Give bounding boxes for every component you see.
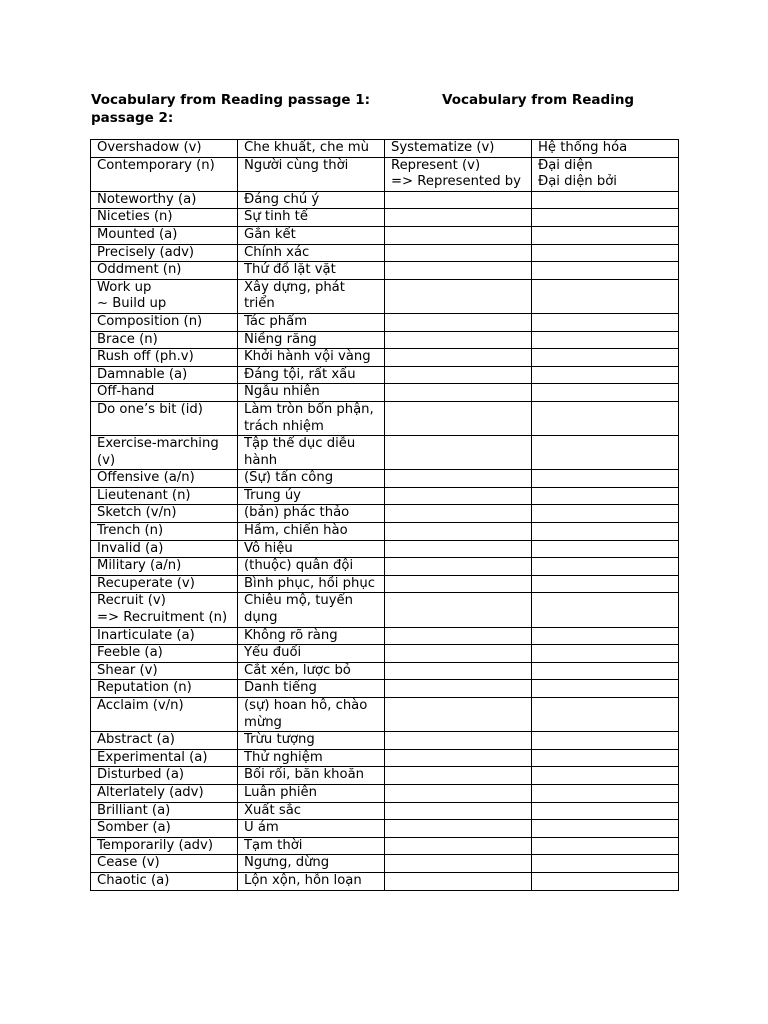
word-passage2-cell: [385, 855, 532, 873]
word-passage1-cell: Exercise-marching (v): [91, 436, 238, 470]
word-passage2-cell: [385, 279, 532, 313]
word-passage2-cell: Systematize (v): [385, 140, 532, 158]
table-row: [91, 627, 679, 645]
word-passage2-cell: [385, 191, 532, 209]
word-passage1-cell: Precisely (adv): [91, 244, 238, 262]
word-passage1-cell: Shear (v): [91, 662, 238, 680]
meaning-passage1-cell: Ngưng, dừng: [238, 855, 385, 873]
meaning-passage1-cell: Chính xác: [238, 244, 385, 262]
meaning-passage2-cell: [532, 698, 679, 732]
word-passage1-cell: Contemporary (n): [91, 157, 238, 191]
word-passage1-cell: Feeble (a): [91, 645, 238, 663]
table-row: [91, 523, 679, 541]
meaning-passage2-cell: [532, 558, 679, 576]
meaning-passage1-cell: Không rõ ràng: [238, 627, 385, 645]
word-passage1-cell: Off-hand: [91, 384, 238, 402]
word-passage2-cell: [385, 575, 532, 593]
word-passage2-cell: [385, 837, 532, 855]
table-row: [91, 470, 679, 488]
meaning-passage2-cell: [532, 872, 679, 890]
table-row: [91, 384, 679, 402]
word-passage2-cell: [385, 802, 532, 820]
meaning-passage2-cell: [532, 384, 679, 402]
word-passage2-cell: [385, 436, 532, 470]
meaning-passage2-cell: [532, 627, 679, 645]
meaning-passage2-cell: [532, 593, 679, 627]
meaning-passage1-cell: Bình phục, hồi phục: [238, 575, 385, 593]
meaning-passage1-cell: Vô hiệu: [238, 540, 385, 558]
word-passage1-cell: Lieutenant (n): [91, 487, 238, 505]
meaning-passage2-cell: [532, 680, 679, 698]
table-row: [91, 436, 679, 470]
word-passage1-cell: Noteworthy (a): [91, 191, 238, 209]
passage2-heading: Vocabulary from Reading passage 2:: [91, 92, 635, 126]
meaning-passage1-cell: Ngẫu nhiên: [238, 384, 385, 402]
table-row: [91, 401, 679, 435]
word-passage1-cell: Abstract (a): [91, 732, 238, 750]
table-row: [91, 698, 679, 732]
meaning-passage1-cell: Trừu tượng: [238, 732, 385, 750]
meaning-passage2-cell: [532, 662, 679, 680]
word-passage1-cell: Disturbed (a): [91, 767, 238, 785]
table-row: [91, 732, 679, 750]
meaning-passage1-cell: U ám: [238, 820, 385, 838]
meaning-passage2-cell: [532, 749, 679, 767]
meaning-passage2-cell: [532, 349, 679, 367]
word-passage2-cell: [385, 732, 532, 750]
meaning-passage2-cell: [532, 262, 679, 280]
word-passage1-cell: Niceties (n): [91, 209, 238, 227]
meaning-passage1-cell: (Sự) tấn công: [238, 470, 385, 488]
meaning-passage2-cell: [532, 767, 679, 785]
meaning-passage1-cell: Đáng tội, rất xấu: [238, 366, 385, 384]
meaning-passage1-cell: Yếu đuối: [238, 645, 385, 663]
word-passage2-cell: [385, 349, 532, 367]
meaning-passage2-cell: [532, 802, 679, 820]
meaning-passage2-cell: Hệ thống hóa: [532, 140, 679, 158]
word-passage1-cell: Temporarily (adv): [91, 837, 238, 855]
word-passage1-cell: Brace (n): [91, 331, 238, 349]
table-row: [91, 279, 679, 313]
page-heading: [91, 91, 671, 127]
meaning-passage2-cell: [532, 540, 679, 558]
word-passage2-cell: [385, 523, 532, 541]
word-passage1-cell: Composition (n): [91, 313, 238, 331]
table-row: [91, 157, 679, 191]
meaning-passage2-cell: [532, 331, 679, 349]
meaning-passage2-cell: [532, 732, 679, 750]
meaning-passage1-cell: Che khuất, che mù: [238, 140, 385, 158]
word-passage2-cell: [385, 262, 532, 280]
meaning-passage2-cell: [532, 366, 679, 384]
meaning-passage2-cell: [532, 244, 679, 262]
meaning-passage2-cell: [532, 575, 679, 593]
meaning-passage1-cell: Hầm, chiến hào: [238, 523, 385, 541]
table-row: [91, 505, 679, 523]
table-row: [91, 872, 679, 890]
meaning-passage2-cell: [532, 784, 679, 802]
word-passage1-cell: Mounted (a): [91, 226, 238, 244]
table-row: [91, 680, 679, 698]
meaning-passage1-cell: Luân phiên: [238, 784, 385, 802]
table-row: [91, 262, 679, 280]
meaning-passage1-cell: Xuất sắc: [238, 802, 385, 820]
word-passage1-cell: Inarticulate (a): [91, 627, 238, 645]
meaning-passage1-cell: Khởi hành vội vàng: [238, 349, 385, 367]
meaning-passage1-cell: Lộn xộn, hỗn loạn: [238, 872, 385, 890]
meaning-passage2-cell: [532, 226, 679, 244]
meaning-passage1-cell: Niềng răng: [238, 331, 385, 349]
word-passage2-cell: [385, 505, 532, 523]
word-passage1-cell: Cease (v): [91, 855, 238, 873]
passage1-heading: Vocabulary from Reading passage 1:: [91, 92, 371, 108]
word-passage2-cell: [385, 540, 532, 558]
word-passage1-cell: Do one’s bit (id): [91, 401, 238, 435]
meaning-passage1-cell: Danh tiếng: [238, 680, 385, 698]
meaning-passage2-cell: [532, 191, 679, 209]
meaning-passage1-cell: Trung úy: [238, 487, 385, 505]
meaning-passage1-cell: Đáng chú ý: [238, 191, 385, 209]
word-passage2-cell: [385, 331, 532, 349]
table-row: [91, 226, 679, 244]
table-row: [91, 662, 679, 680]
table-row: [91, 575, 679, 593]
table-row: [91, 593, 679, 627]
table-row: [91, 349, 679, 367]
word-passage1-cell: Oddment (n): [91, 262, 238, 280]
word-passage2-cell: [385, 313, 532, 331]
meaning-passage1-cell: (bản) phác thảo: [238, 505, 385, 523]
word-passage2-cell: [385, 366, 532, 384]
word-passage2-cell: [385, 401, 532, 435]
word-passage2-cell: [385, 820, 532, 838]
table-row: [91, 244, 679, 262]
meaning-passage2-cell: [532, 313, 679, 331]
word-passage1-cell: Overshadow (v): [91, 140, 238, 158]
word-passage2-cell: [385, 384, 532, 402]
word-passage1-cell: Invalid (a): [91, 540, 238, 558]
word-passage2-cell: [385, 244, 532, 262]
meaning-passage1-cell: Làm tròn bổn phận, trách nhiệm: [238, 401, 385, 435]
meaning-passage1-cell: Tạm thời: [238, 837, 385, 855]
table-row: [91, 820, 679, 838]
word-passage1-cell: Rush off (ph.v): [91, 349, 238, 367]
word-passage1-cell: Sketch (v/n): [91, 505, 238, 523]
table-row: [91, 366, 679, 384]
meaning-passage2-cell: [532, 470, 679, 488]
meaning-passage1-cell: Gắn kết: [238, 226, 385, 244]
table-row: [91, 784, 679, 802]
meaning-passage2-cell: [532, 487, 679, 505]
word-passage2-cell: [385, 784, 532, 802]
word-passage1-cell: Offensive (a/n): [91, 470, 238, 488]
meaning-passage2-cell: Đại diện Đại diện bởi: [532, 157, 679, 191]
word-passage1-cell: Military (a/n): [91, 558, 238, 576]
meaning-passage2-cell: [532, 523, 679, 541]
table-row: [91, 313, 679, 331]
meaning-passage2-cell: [532, 209, 679, 227]
vocabulary-table: [90, 139, 679, 891]
word-passage1-cell: Chaotic (a): [91, 872, 238, 890]
word-passage2-cell: [385, 226, 532, 244]
meaning-passage1-cell: (sự) hoan hô, chào mừng: [238, 698, 385, 732]
meaning-passage1-cell: Cắt xén, lược bỏ: [238, 662, 385, 680]
table-row: [91, 331, 679, 349]
word-passage2-cell: [385, 558, 532, 576]
word-passage2-cell: [385, 470, 532, 488]
table-row: [91, 540, 679, 558]
meaning-passage2-cell: [532, 837, 679, 855]
meaning-passage2-cell: [532, 279, 679, 313]
meaning-passage2-cell: [532, 436, 679, 470]
table-row: [91, 767, 679, 785]
meaning-passage1-cell: Người cùng thời: [238, 157, 385, 191]
word-passage1-cell: Brilliant (a): [91, 802, 238, 820]
word-passage1-cell: Somber (a): [91, 820, 238, 838]
word-passage2-cell: [385, 209, 532, 227]
word-passage2-cell: [385, 627, 532, 645]
word-passage2-cell: [385, 698, 532, 732]
word-passage1-cell: Alterlately (adv): [91, 784, 238, 802]
meaning-passage1-cell: Tác phẩm: [238, 313, 385, 331]
word-passage2-cell: [385, 593, 532, 627]
table-row: [91, 558, 679, 576]
word-passage2-cell: Represent (v) => Represented by: [385, 157, 532, 191]
word-passage2-cell: [385, 645, 532, 663]
meaning-passage1-cell: Tập thể dục diễu hành: [238, 436, 385, 470]
word-passage1-cell: Experimental (a): [91, 749, 238, 767]
table-row: [91, 645, 679, 663]
vocabulary-table-body: [91, 140, 679, 891]
meaning-passage2-cell: [532, 855, 679, 873]
meaning-passage1-cell: Sự tinh tế: [238, 209, 385, 227]
meaning-passage1-cell: Chiêu mộ, tuyển dụng: [238, 593, 385, 627]
word-passage2-cell: [385, 487, 532, 505]
word-passage2-cell: [385, 872, 532, 890]
word-passage2-cell: [385, 767, 532, 785]
meaning-passage2-cell: [532, 401, 679, 435]
table-row: [91, 487, 679, 505]
table-row: [91, 802, 679, 820]
word-passage1-cell: Recruit (v) => Recruitment (n): [91, 593, 238, 627]
word-passage1-cell: Recuperate (v): [91, 575, 238, 593]
table-row: [91, 749, 679, 767]
table-row: [91, 837, 679, 855]
meaning-passage1-cell: Xây dựng, phát triển: [238, 279, 385, 313]
table-row: [91, 191, 679, 209]
word-passage2-cell: [385, 680, 532, 698]
word-passage1-cell: Damnable (a): [91, 366, 238, 384]
word-passage2-cell: [385, 749, 532, 767]
meaning-passage1-cell: (thuộc) quân đội: [238, 558, 385, 576]
meaning-passage2-cell: [532, 505, 679, 523]
meaning-passage1-cell: Thử nghiệm: [238, 749, 385, 767]
table-row: [91, 855, 679, 873]
word-passage1-cell: Work up ~ Build up: [91, 279, 238, 313]
word-passage1-cell: Reputation (n): [91, 680, 238, 698]
table-row: [91, 209, 679, 227]
word-passage1-cell: Acclaim (v/n): [91, 698, 238, 732]
meaning-passage2-cell: [532, 820, 679, 838]
meaning-passage2-cell: [532, 645, 679, 663]
meaning-passage1-cell: Thứ đồ lặt vặt: [238, 262, 385, 280]
meaning-passage1-cell: Bối rối, băn khoăn: [238, 767, 385, 785]
table-row: [91, 140, 679, 158]
word-passage2-cell: [385, 662, 532, 680]
word-passage1-cell: Trench (n): [91, 523, 238, 541]
